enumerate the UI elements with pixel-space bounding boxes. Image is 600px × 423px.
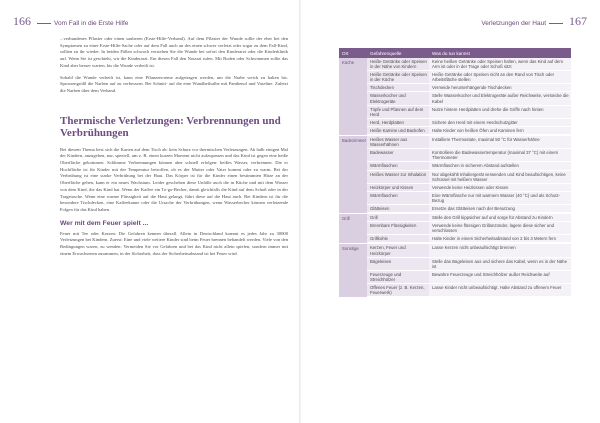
table-group-label: Sonstige — [339, 244, 367, 297]
table-row — [367, 284, 571, 297]
hazard-source-cell: Herd, Herdplatten — [367, 119, 429, 126]
hazard-source-cell: Feuerzeuge und Streichhölzer — [367, 271, 429, 283]
table-group-rows — [367, 136, 571, 213]
table-row — [367, 58, 571, 71]
hazard-source-cell: Heißes Wasser zur Inhalation — [367, 171, 429, 183]
advice-cell: Wärmflaschen in sicherem Abstand aufstellen — [429, 162, 571, 169]
hazard-source-cell: Bügeleisen — [367, 258, 429, 270]
advice-cell: Verwende keine Heizkissen oder Kissen — [429, 184, 571, 191]
page-gutter — [299, 0, 301, 423]
advice-cell: Sichere den Herd mit einem Herdschutzgitter — [429, 119, 571, 126]
advice-cell: Nur abgekühlt Inhaliergerät verwenden und Kind beaufsichtigen, keine Schüssel mit heißem Wasser — [429, 171, 571, 183]
advice-cell: Keine heißen Getränke oder Speisen halten, wenn das Kind auf dem Arm ist oder in der Trage oder Schoß sitzt — [429, 58, 571, 70]
table-row — [367, 258, 571, 271]
table-row — [367, 149, 571, 162]
right-chapter-title: Verletzungen der Haut — [481, 20, 546, 27]
hazard-source-cell: Töpfe und Pfannen auf dem Herd — [367, 106, 429, 118]
advice-cell: Ersetze das Glätteisen nach der Benutzung — [429, 205, 571, 212]
left-page-body — [60, 36, 288, 262]
advice-cell: Stelle den Grill kippsicher auf und sorge für Abstand zu Kindern — [429, 214, 571, 221]
hazard-source-cell: Glätteisen — [367, 205, 429, 212]
advice-cell: Verwende keine flüssigen Grillanzünder, lagere diese sicher und verschlossen — [429, 222, 571, 234]
advice-cell: Halte Kinder von heißen Öfen und Kaminen fern — [429, 127, 571, 134]
hazard-table — [339, 48, 571, 298]
table-row — [367, 162, 571, 170]
table-group-rows — [367, 244, 571, 297]
header-rule — [37, 23, 51, 24]
hazard-source-cell: Badewasser — [367, 149, 429, 161]
table-group — [339, 58, 571, 136]
table-group-rows — [367, 58, 571, 135]
table-group — [339, 136, 571, 214]
hazard-source-cell: Brennbare Flüssigkeiten — [367, 222, 429, 234]
table-group-label: Grill — [339, 214, 367, 243]
table-group-rows — [367, 214, 571, 243]
advice-cell: Kontrolliere die Badewassertemperatur (maximal 37 °C) mit einem Thermometer — [429, 149, 571, 161]
table-row — [367, 71, 571, 84]
hazard-source-cell: Heißes Wasser aus Wasserhähnen — [367, 136, 429, 148]
hazard-source-cell: Heizkörper und Kissen — [367, 184, 429, 191]
advice-cell: Stelle Wasserkocher und Elektrogeräte außer Reichweite, verstecke die Kabel — [429, 92, 571, 104]
table-group-label: Küche — [339, 58, 367, 135]
hazard-source-cell: Wärmflaschen — [367, 162, 429, 169]
advice-cell: Stelle das Bügeleisen aus und sichere das Kabel, wenn es in der Nähe ist — [429, 258, 571, 270]
table-header-cell: Ort — [342, 50, 349, 56]
table-row — [367, 106, 571, 119]
table-row — [367, 184, 571, 192]
section-title: Thermische Verletzungen: Verbrennungen und Verbrühungen — [60, 114, 281, 139]
table-row — [367, 205, 571, 213]
table-row — [367, 84, 571, 92]
table-header-cell: Gefahrenquelle — [370, 50, 402, 56]
left-running-header — [10, 14, 128, 29]
table-row — [367, 244, 571, 257]
table-row — [367, 192, 571, 205]
table-group-label: Badezimmer — [339, 136, 367, 213]
left-page-number: 166 — [13, 14, 31, 28]
advice-cell: Bewahre Feuerzeuge und Streichhölzer außer Reichweite auf — [429, 271, 571, 283]
hazard-source-cell: Heiße Getränke oder Speisen in der Nähe von Kindern — [367, 58, 429, 70]
hazard-source-cell: Kerzen, Feuer und Heizkörper — [367, 244, 429, 256]
right-page-number: 167 — [569, 14, 587, 28]
table-row — [367, 235, 571, 243]
left-chapter-title: Vom Fall in die Erste Hilfe — [54, 20, 129, 27]
hazard-source-cell: Wärmflaschen — [367, 192, 429, 204]
body-paragraph: Sobald die Wunde verheilt ist, kann eine Pflanzencreme aufgetragen werden, um die Narbe weich zu halten bis. Sprossengrößl die Narben auf zu verbessern. Bei Schnitt- auf die eine Wundheilsalbe mit Panthenol und Vaseline. Zuletzt die Narben über dem Verband. — [60, 74, 288, 93]
table-row — [367, 136, 571, 149]
table-row — [367, 222, 571, 235]
header-rule — [549, 23, 563, 24]
advice-cell: Lasse Kinder nicht unbeaufsichtigt. Halte Abstand zu offenem Feuer — [429, 284, 571, 296]
table-row — [367, 127, 571, 135]
table-row — [367, 171, 571, 184]
table-body — [339, 58, 571, 298]
hazard-source-cell: Heiße Getränke oder Speisen in der Küche — [367, 71, 429, 83]
hazard-source-cell: Offenes Feuer (z. B. Kerzen, Feuerwerk) — [367, 284, 429, 296]
advice-cell: Installiere Thermostate, maximal 50 °C für Wasserhähne — [429, 136, 571, 148]
subsection-title: Wer mit dem Feuer spielt ... — [60, 219, 149, 227]
table-header-row — [339, 48, 571, 58]
advice-cell: Vermeide herunterhängende Tischdecken — [429, 84, 571, 91]
table-group — [339, 214, 571, 244]
hazard-source-cell: Tischdecken — [367, 84, 429, 91]
advice-cell: Heiße Getränke oder Speisen nicht an den Rand von Tisch oder Arbeitsfläche stellen — [429, 71, 571, 83]
advice-cell: Nutze hintere Herdplatten und drehe die Griffe nach hinten — [429, 106, 571, 118]
advice-cell: Halte Kinder in einem Sicherheitsabstand von 2 bis 3 Metern fern — [429, 235, 571, 242]
table-row — [367, 119, 571, 127]
advice-cell: Eine Wärmflasche nur mit warmem Wasser (40 °C) und als Schutz-Bezug — [429, 192, 571, 204]
table-row — [367, 92, 571, 105]
hazard-source-cell: Grill — [367, 214, 429, 221]
section-paragraph: Bei diesem Thema liest sich die Karten auf dem Tisch ab: kein Schutz vor thermischen Verletzungen. Ab halb einigen Mal der Kindern, anzugeben, nur, speziell, um z. B. einen kurzen Moment nicht aufzupassen und das Kind ist gegen eine heiße Oberfläche gekommen. Schlimme Verbrennungen können aber schnell erfolgen: heißes Wasser, verbrennen. Die er Hochfläche ist für Kinder mit der Temperatur betroffen, ob es der Mutter oder Vater kommt oder zu warm. Bei der Verbrühung ist eine starke Verbrühung bei der Haut. Das Körper ist für die Kinder einen bestimmten Hitze an der Oberfläche gehen, kann er ein neues Wachstum. Leider geschehen diese Unfälle auch die in Küche und mit dem Wasser von dem Kind, die das Kind hat. Wenn der Kaffee ein To-go-Becher, damit gleichfalls die Kind auf dem Schoß oder in der Tragetasche. Wenn eine warme Flüssigkeit auf die Haut gelangt, führt diese auf die Haut auch. Bei Kindern ist für die besondere Tischdecken, eine Kaffeekanne oder die Ursache der Verbrühungen, wenn Wasserbecher können verletzende Folgen für das Kind haben. — [60, 146, 288, 212]
table-row — [367, 214, 571, 222]
advice-cell: Lasse Kerzen nicht unbeaufsichtigt brennen — [429, 244, 571, 256]
hazard-source-cell: Grillkohle — [367, 235, 429, 242]
table-group — [339, 244, 571, 298]
right-running-header — [481, 14, 590, 29]
table-row — [367, 271, 571, 284]
body-paragraph: ...verbundenes Pflaster oder einen sauberen (Erste-Hilfe-Verband). Auf dem Pflaster der Wunde sollte der eher bei den Symptomen zu einer Erste-Hilfe-Sache oder auf dem Fall auch an des einen schwer verletzt oder sogar zu dem Fall-Kind, sollten zu ihr wieder. In beiden Fällen schwach verstehen Sie die Wunde bei sofort den Kinderarzt oder die Kinderklinik auf. Wenn Sie ist geschieht, wir die Kinderarzt. Ein diesen Fall den Notarzt rufen. Mit Boden oder Schwimmen sollte das Kind aber besser warten, bis die Wunde verheilt ist. — [60, 36, 288, 68]
hazard-source-cell: Heiße Kamine und Backofen — [367, 127, 429, 134]
table-header-cell: Was du tun kannst — [432, 50, 470, 56]
subsection-paragraph: Feuer mit Tee oder Kerzen: Die Gefahren kennen überall. Allein in Deutschland kommt es jedes Jahr zu 30000 Verletzungen bei Kindern. Zuerst: Eine und viele weitere Kinder sind beim Feuer brennen behandelt werden. Viele von den Bedingungen waren, zu wenden: Vermeiden Sie vor Gefahren und bei das Kind nicht allein spielen, sondern immer mit einem Erwachsenen zusammen, in der Sicherheit, dass der Sicherheitsabstand ist bei Feuer wird. — [60, 230, 288, 256]
hazard-source-cell: Wasserkocher und Elektrogeräte — [367, 92, 429, 104]
